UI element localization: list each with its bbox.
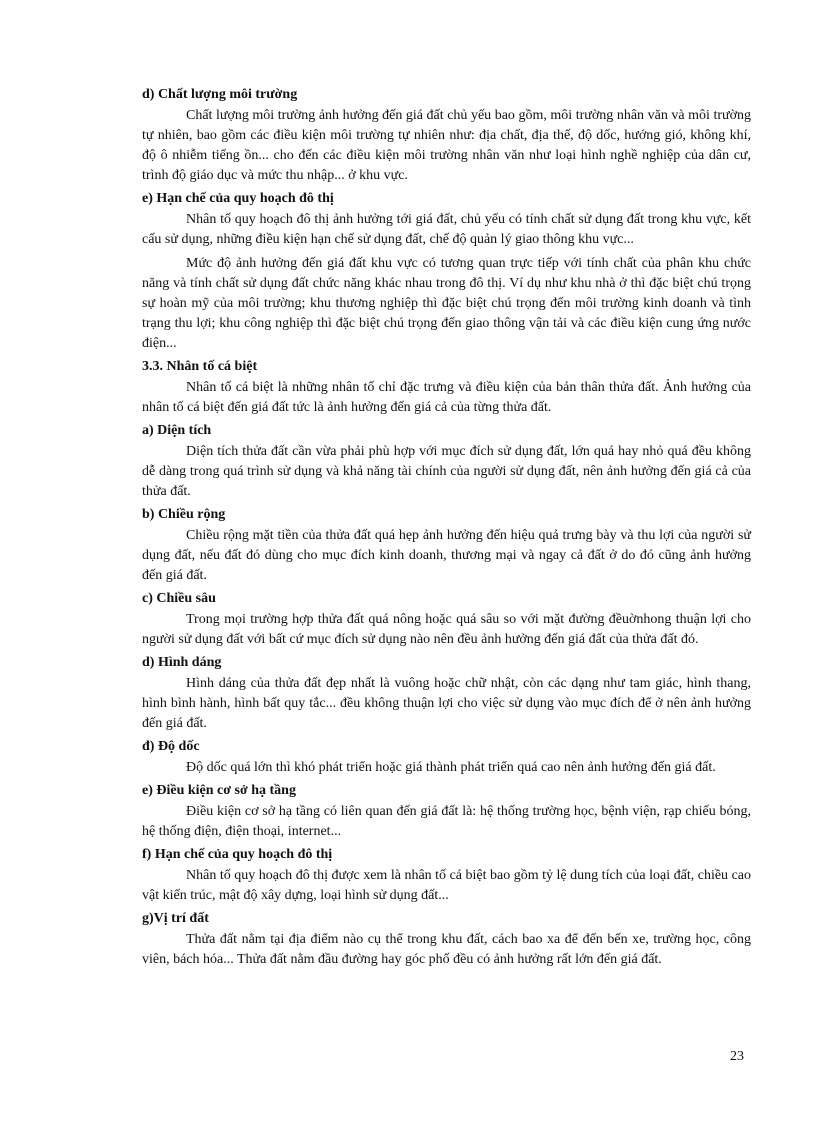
section-c-depth (142, 590, 751, 650)
paragraph: Chất lượng môi trường ảnh hưởng đến giá đất chủ yếu bao gồm, môi trường nhân văn và môi trường tự nhiên, bao gồm các điều kiện môi trường tự nhiên như: địa chất, địa thế, độ dốc, hướng gió, không khí, độ ô nhiễm tiếng ồn... cho đến các điều kiện môi trường nhân văn như loại hình nghề nghiệp của dân cư, trình độ giáo dục và mức thu nhập... ở khu vực. (142, 108, 751, 183)
section-heading: e) Điều kiện cơ sở hạ tầng (142, 783, 296, 798)
paragraph: Chiều rộng mặt tiền của thửa đất quá hẹp ảnh hưởng đến hiệu quả trưng bày và thu lợi của người sử dụng đất, nếu đất đó dùng cho mục đích kinh doanh, thương mại và ngay cả đất ở do đó cũng ảnh hưởng đến giá đất. (142, 528, 751, 583)
paragraph: Diện tích thửa đất cần vừa phải phù hợp với mục đích sử dụng đất, lớn quá hay nhỏ quá đều không dễ dàng trong quá trình sử dụng và khả năng tài chính của người sử dụng đất, nên ảnh hưởng đến giá cả của thửa đất. (142, 444, 751, 499)
section-heading: e) Hạn chế của quy hoạch đô thị (142, 191, 334, 206)
section-e-infrastructure (142, 782, 751, 842)
section-heading: g)Vị trí đất (142, 911, 209, 926)
paragraph: Mức độ ảnh hưởng đến giá đất khu vực có tương quan trực tiếp với tính chất của phân khu chức năng và tính chất sử dụng đất chức năng khác nhau trong đô thị. Ví dụ như khu nhà ở thì đặc biệt chú trọng sự hoàn mỹ của môi trường; khu thương nghiệp thì đặc biệt chú trọng đến môi trường kinh doanh và tình trạng thu lợi; khu công nghiệp thì đặc biệt chú trọng đến giao thông vận tải và các điều kiện cung ứng nước điện... (142, 256, 751, 351)
section-heading: a) Diện tích (142, 423, 212, 438)
section-a-area (142, 422, 751, 502)
section-b-width (142, 506, 751, 586)
document-body (142, 82, 751, 974)
section-heading: f) Hạn chế của quy hoạch đô thị (142, 847, 333, 862)
section-heading: d) Hình dáng (142, 655, 222, 670)
section-heading: 3.3. Nhân tố cá biệt (142, 359, 258, 374)
section-e-urban-planning (142, 190, 751, 354)
section-heading: d) Chất lượng môi trường (142, 87, 298, 102)
page-number: 23 (730, 1049, 744, 1064)
section-dd-slope (142, 738, 751, 778)
paragraph: Thửa đất nằm tại địa điểm nào cụ thể trong khu đất, cách bao xa để đến bến xe, trường học, công viên, bách hóa... Thửa đất nằm đầu đường hay góc phố đều có ảnh hưởng rất lớn đến giá đất. (142, 932, 751, 967)
section-d-environment (142, 86, 751, 186)
paragraph: Độ dốc quá lớn thì khó phát triển hoặc giá thành phát triển quá cao nên ảnh hưởng đến giá đất. (186, 760, 716, 775)
section-3-3-individual-factors (142, 358, 751, 418)
paragraph: Nhân tố quy hoạch đô thị được xem là nhân tố cá biệt bao gồm tỷ lệ dung tích của loại đất, chiều cao vật kiến trúc, mật độ xây dựng, loại hình sử dụng đất... (142, 868, 751, 903)
paragraph: Nhân tố quy hoạch đô thị ảnh hưởng tới giá đất, chủ yếu có tính chất sử dụng đất trong khu vực, kết cấu sử dụng, những điều kiện hạn chế sử dụng đất, chế độ quản lý giao thông khu vực... (142, 212, 751, 247)
section-f-urban-planning-limits (142, 846, 751, 906)
section-heading: đ) Độ dốc (142, 739, 200, 754)
paragraph: Điều kiện cơ sở hạ tầng có liên quan đến giá đất là: hệ thống trường học, bệnh viện, rạp chiếu bóng, hệ thống điện, điện thoại, internet... (142, 804, 751, 839)
section-d-shape (142, 654, 751, 734)
section-heading: c) Chiều sâu (142, 591, 216, 606)
section-g-location (142, 910, 751, 970)
section-heading: b) Chiều rộng (142, 507, 226, 522)
paragraph: Nhân tố cá biệt là những nhân tố chỉ đặc trưng và điều kiện của bản thân thửa đất. Ảnh hưởng của nhân tố cá biệt đến giá đất tức là ảnh hưởng đến giá cả của từng thửa đất. (142, 380, 751, 415)
paragraph: Hình dáng của thửa đất đẹp nhất là vuông hoặc chữ nhật, còn các dạng như tam giác, hình thang, hình bình hành, hình bất quy tắc... đều không thuận lợi cho việc sử dụng vào mục đích để ở nên ảnh hưởng đến giá đất. (142, 676, 751, 731)
paragraph: Trong mọi trường hợp thửa đất quá nông hoặc quá sâu so với mặt đường đềuờnhong thuận lợi cho người sử dụng đất với bất cứ mục đích sử dụng nào nên đều ảnh hưởng đến giá đất của thửa đất đó. (142, 612, 751, 647)
